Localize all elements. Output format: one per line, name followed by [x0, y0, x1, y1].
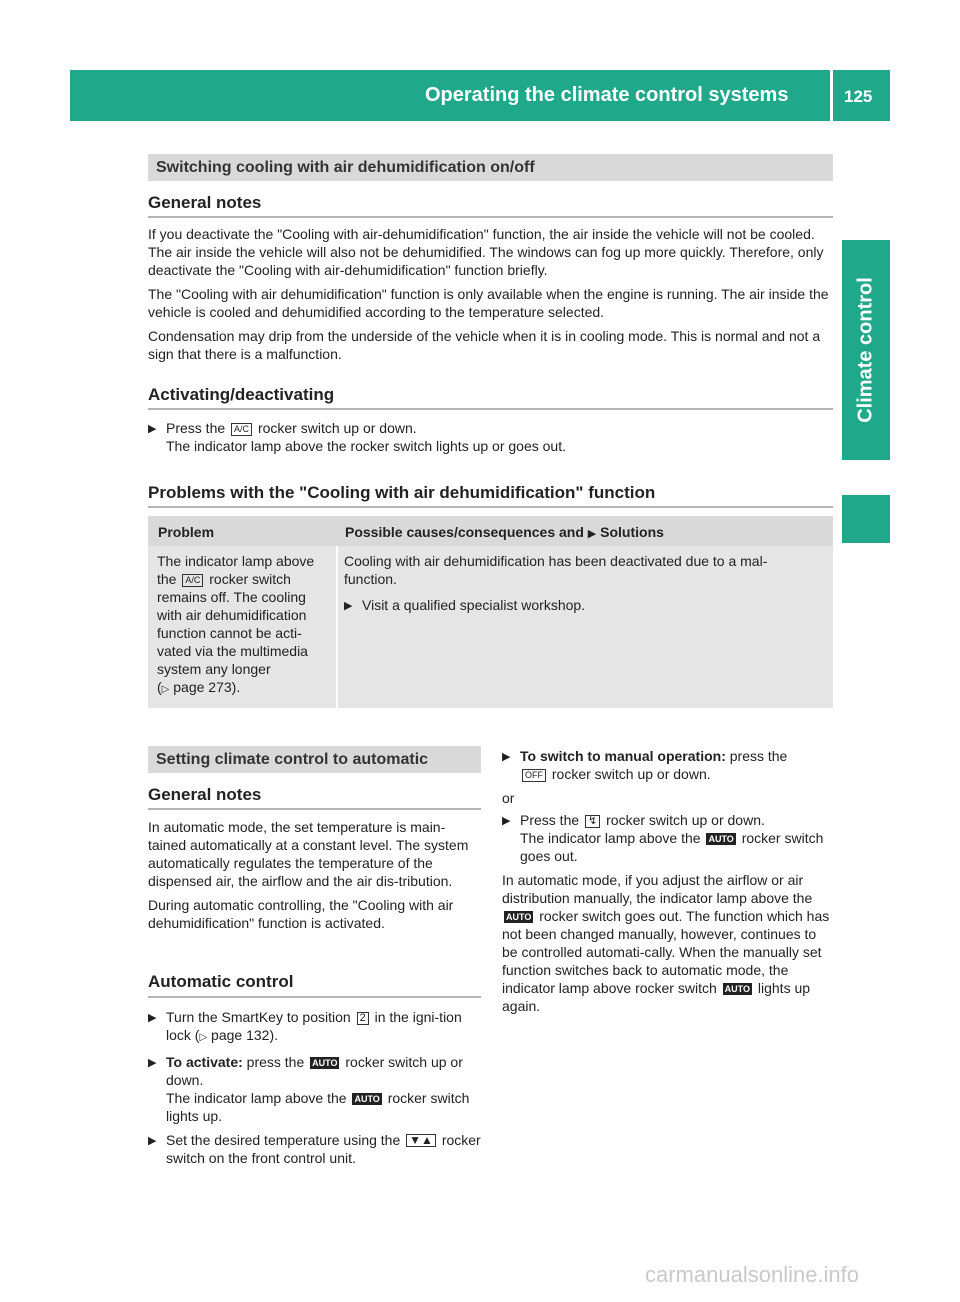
heading-automatic-control: Automatic control: [148, 972, 294, 991]
automatic-mode-paragraph: In automatic mode, if you adjust the airflow or air distribution manually, the indicator lamp above the AUTO rocker switch goes out. The function which has not been changed manually, however, continues to be controlled automati-cally. When the manually set function switches back to automatic mode, the indicator lamp above rocker switch AUTO lights up again.: [502, 872, 830, 1014]
heading-general-notes-2: General notes: [148, 785, 262, 804]
automatic-notes-text: [148, 818, 481, 938]
header-divider: [830, 70, 833, 121]
step-result: The indicator lamp above the rocker switch lights up or goes out.: [166, 438, 566, 454]
step-arrow-icon: ▶: [148, 1135, 157, 1147]
table-row: [148, 546, 833, 708]
section-title-automatic: Setting climate control to automatic: [148, 746, 481, 773]
ac-button-icon: A/C: [182, 574, 203, 587]
step-arrow-icon: ▶: [148, 423, 157, 435]
col-problem: Problem: [158, 524, 215, 540]
instruction-step: ▶ Press the ↯ rocker switch up or down. The indicator lamp above the AUTO rocker switch goes out.: [502, 812, 824, 864]
ac-button-icon: A/C: [231, 423, 252, 436]
auto-button-icon: AUTO: [724, 984, 750, 994]
cause-cell: Cooling with air dehumidification has been deactivated due to a mal- function. ▶ Visit a qualified specialist workshop.: [344, 552, 824, 620]
solution-arrow-icon: ▶: [587, 528, 597, 540]
table-column-divider: [336, 546, 338, 708]
side-marker: [842, 495, 890, 543]
general-notes-text: [148, 225, 833, 369]
page-number: 125: [844, 87, 873, 106]
step-arrow-icon: ▶: [148, 1012, 157, 1024]
climate-off-button-icon: OFF: [522, 769, 546, 782]
col-solutions: Possible causes/consequences and ▶ Solutions: [345, 524, 664, 540]
page-ref-icon: ▷: [199, 1032, 208, 1043]
watermark: carmanualsonline.info: [645, 1262, 860, 1287]
instruction-step: ▶ To activate: press the AUTO rocker switch up or down. The indicator lamp above the AUTO rocker switch lights up.: [148, 1054, 470, 1124]
paragraph: The "Cooling with air dehumidification" function is only available when the engine is running. The air inside the vehicle is cooled and dehumidified according to the temperature selected.: [148, 286, 829, 320]
paragraph: During automatic controlling, the "Cooling with air dehumidification" function is activated.: [148, 897, 454, 931]
table-header: [148, 516, 833, 546]
heading-activating: Activating/deactivating: [148, 385, 335, 404]
step-arrow-icon: ▶: [502, 751, 511, 763]
page-header: [70, 70, 890, 121]
airflow-button-icon: ↯: [585, 815, 600, 828]
instruction-step: ▶ To switch to manual operation: press the OFF rocker switch up or down.: [502, 748, 788, 782]
heading-rule: [148, 996, 481, 998]
heading-rule: [148, 506, 833, 508]
heading-general-notes: General notes: [148, 193, 262, 212]
auto-button-icon: AUTO: [708, 834, 734, 844]
heading-rule: [148, 408, 833, 410]
side-chapter-label: Climate control: [854, 277, 877, 423]
instruction-step: ▶ Visit a qualified specialist workshop.: [344, 597, 586, 613]
step-arrow-icon: ▶: [344, 600, 353, 612]
side-chapter-tab: [842, 240, 890, 460]
right-column: [502, 747, 835, 1015]
auto-button-icon: AUTO: [354, 1094, 380, 1104]
heading-rule: [148, 808, 481, 810]
problem-cell: The indicator lamp above the A/C rocker switch remains off. The cooling with air dehumidification function cannot be acti- vated via the multimedia system any longer (▷ page 273).: [157, 553, 315, 695]
key-position-icon: 2: [357, 1012, 369, 1025]
page-ref-icon: ▷: [161, 684, 170, 695]
instruction-step: ▶ Press the A/C rocker switch up or down. The indicator lamp above the rocker switch lights up or goes out.: [148, 420, 566, 454]
paragraph: Condensation may drip from the underside of the vehicle when it is in cooling mode. This is normal and not a sign that there is a malfunction.: [148, 328, 821, 362]
step-arrow-icon: ▶: [502, 815, 511, 827]
heading-rule: [148, 216, 833, 218]
paragraph: If you deactivate the "Cooling with air-dehumidification" function, the air inside the vehicle will not be cooled. The air inside the vehicle will also not be dehumidified. The windows can fog up more quickly. Therefore, only deactivate the "Cooling with air-dehumidification" function briefly.: [148, 226, 824, 278]
auto-button-icon: AUTO: [312, 1058, 338, 1068]
activating-steps: [148, 419, 833, 461]
step-arrow-icon: ▶: [148, 1057, 157, 1069]
chapter-title: Operating the climate control systems: [425, 84, 789, 106]
paragraph: In automatic mode, the set temperature is main-tained automatically at a constant level. The system automatically regulates the temperature of the dispensed air, the airflow and the air dis-tribution.: [148, 819, 469, 889]
instruction-step: ▶ Turn the SmartKey to position 2 in the igni-tion lock (▷ page 132).: [148, 1009, 462, 1043]
heading-problems: Problems with the "Cooling with air dehumidification" function: [148, 483, 656, 502]
instruction-step: ▶ Set the desired temperature using the ▼▲ rocker switch on the front control unit.: [148, 1132, 481, 1166]
auto-button-icon: AUTO: [506, 912, 532, 922]
or-text: or: [502, 790, 515, 806]
temperature-rocker-icon: ▼▲: [406, 1134, 436, 1147]
section-title-cooling: Switching cooling with air dehumidification on/off: [148, 154, 833, 181]
automatic-steps: [148, 1008, 481, 1173]
